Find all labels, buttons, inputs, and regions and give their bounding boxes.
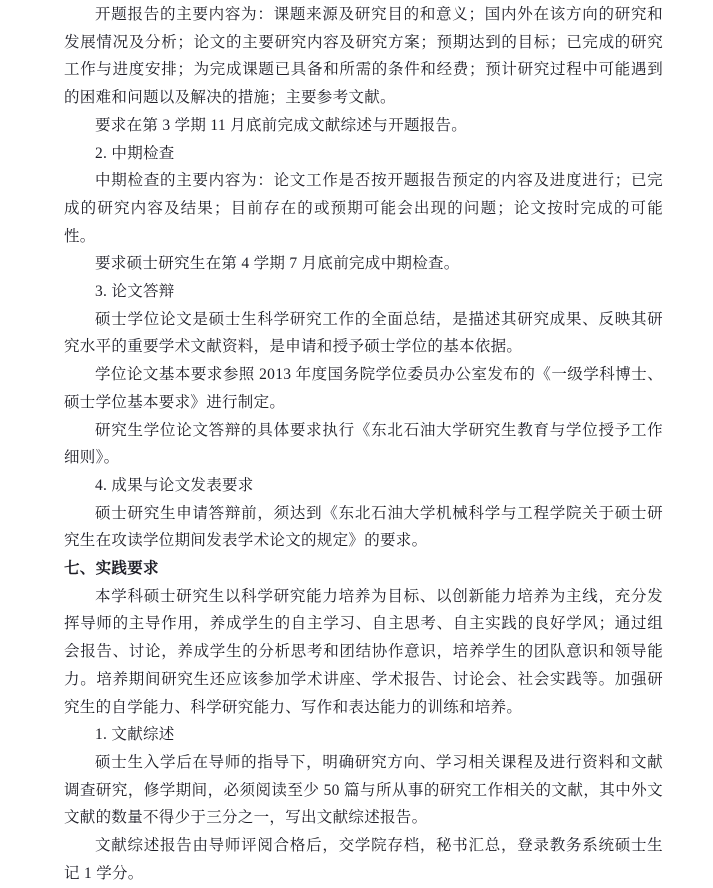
paragraph-thesis-definition: 硕士学位论文是硕士生科学研究工作的全面总结，是描述其研究成果、反映其研究水平的重要学术文献资料，是申请和授予硕士学位的基本依据。 xyxy=(64,310,663,356)
numbered-item-thesis-defense: 3. 论文答辩 xyxy=(95,283,175,301)
paragraph-literature-review-credit: 文献综述报告由导师评阅合格后，交学院存档，秘书汇总，登录教务系统硕士生记 1 学分。 xyxy=(64,837,663,882)
numbered-item-literature-review: 1. 文献综述 xyxy=(95,726,175,744)
section-heading-practice-requirements: 七、实践要求 xyxy=(64,560,159,578)
paragraph-defense-specific-requirements: 研究生学位论文答辩的具体要求执行《东北石油大学研究生教育与学位授予工作细则》。 xyxy=(64,421,663,467)
paragraph-midterm-check-deadline: 要求硕士研究生在第 4 学期 7 月底前完成中期检查。 xyxy=(95,255,460,273)
numbered-item-midterm-check: 2. 中期检查 xyxy=(95,144,175,162)
paragraph-literature-review-requirements: 硕士生入学后在导师的指导下，明确研究方向、学习相关课程及进行资料和文献调查研究，修学期间，必须阅读至少 50 篇与所从事的研究工作相关的文献，其中外文文献的数量不得少于三分之一，写出文献综述报告。 xyxy=(64,753,663,827)
numbered-item-publication-requirements: 4. 成果与论文发表要求 xyxy=(95,476,254,494)
paragraph-midterm-check-contents: 中期检查的主要内容为：论文工作是否按开题报告预定的内容及进度进行；已完成的研究内容及结果；目前存在的或预期可能会出现的问题；论文按时完成的可能性。 xyxy=(64,172,663,245)
paragraph-opening-report-deadline: 要求在第 3 学期 11 月底前完成文献综述与开题报告。 xyxy=(95,116,468,134)
paragraph-publication-rule: 硕士研究生申请答辩前，须达到《东北石油大学机械科学与工程学院关于硕士研究生在攻读学位期间发表学术论文的规定》的要求。 xyxy=(64,504,663,550)
paragraph-opening-report-contents: 开题报告的主要内容为：课题来源及研究目的和意义；国内外在该方向的研究和发展情况及分析；论文的主要研究内容及研究方案；预期达到的目标；已完成的研究工作与进度安排；为完成课题已具备和所需的条件和经费；预计研究过程中可能遇到的困难和问题以及解决的措施；主要参考文献。 xyxy=(64,6,663,107)
paragraph-practice-overview: 本学科硕士研究生以科学研究能力培养为目标、以创新能力培养为主线，充分发挥导师的主导作用，养成学生的自主学习、自主思考、自主实践的良好学风；通过组会报告、讨论，养成学生的分析思考和团结协作意识，培养学生的团队意识和领导能力。培养期间研究生还应该参加学术讲座、学术报告、讨论会、社会实践等。加强研究生的自学能力、科学研究能力、写作和表达能力的训练和培养。 xyxy=(64,587,663,716)
paragraph-thesis-basic-requirements: 学位论文基本要求参照 2013 年度国务院学位委员办公室发布的《一级学科博士、硕士学位基本要求》进行制定。 xyxy=(64,366,663,411)
